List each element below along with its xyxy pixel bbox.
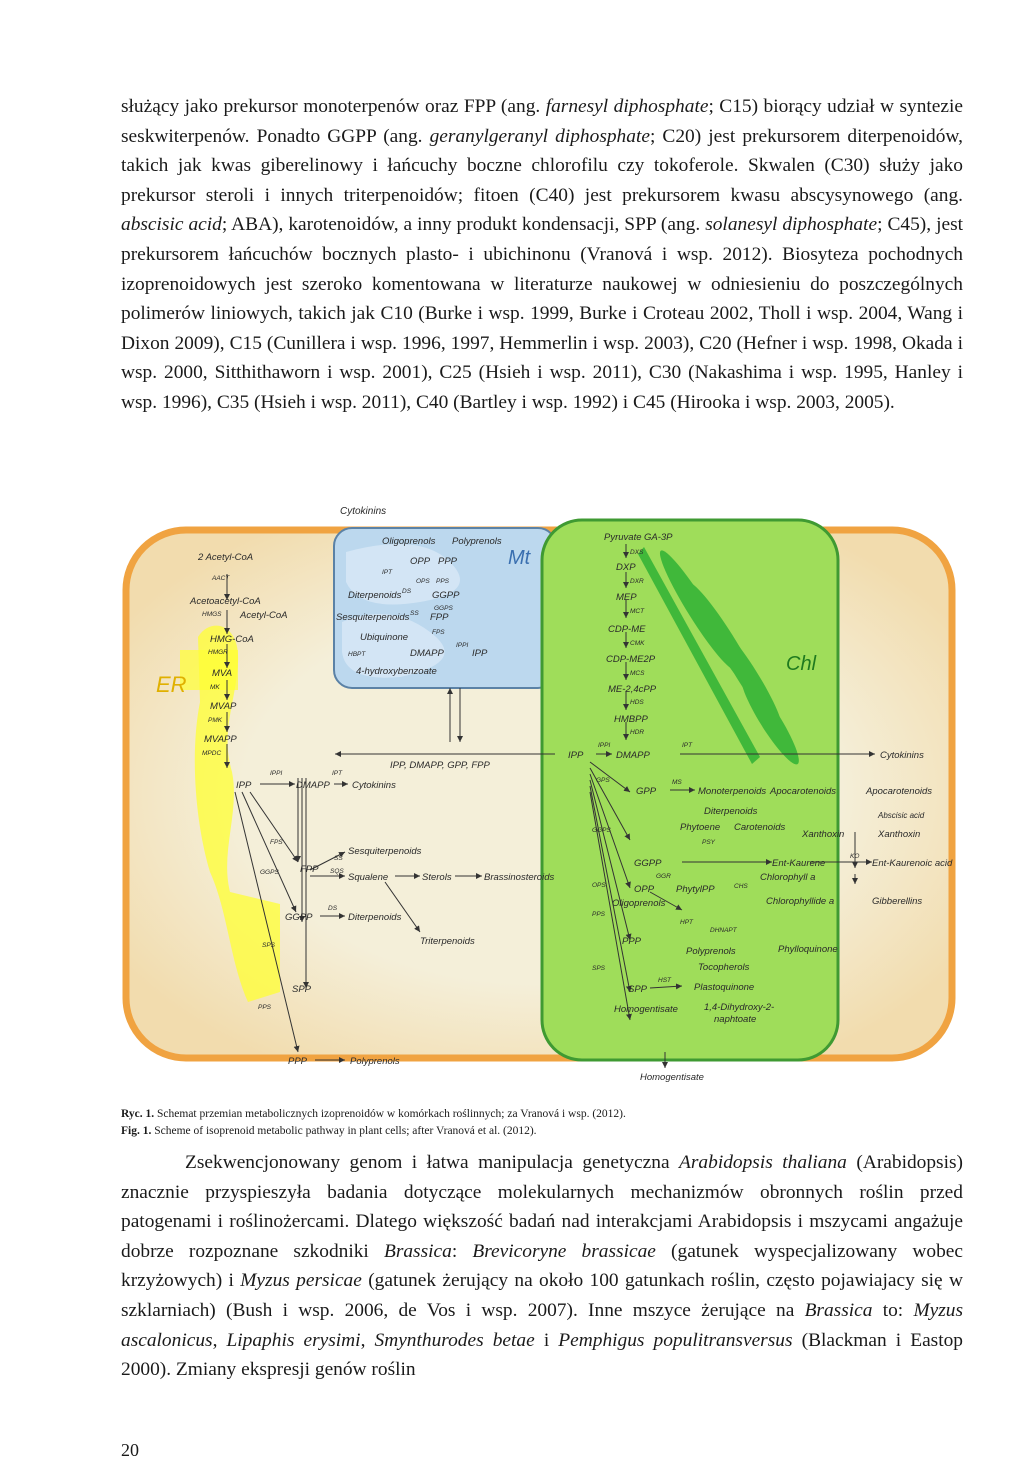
label-phytylpp: PhytylPP xyxy=(676,884,715,895)
label-ds-mt: DS xyxy=(402,588,412,595)
label-ppp-chl: PPP xyxy=(622,936,642,947)
label-aact: AACT xyxy=(212,575,230,582)
label-ggpp-mt: GGPP xyxy=(432,590,460,601)
label-tocopherols: Tocopherols xyxy=(698,962,750,973)
text-segment: to: xyxy=(872,1299,914,1321)
italic-term: geranylgeranyl diphosphate xyxy=(429,125,650,147)
label-cytokinins-chl: Cytokinins xyxy=(880,750,924,761)
label-ubiquinone: Ubiquinone xyxy=(360,632,409,643)
label-brassinosteroids: Brassinosteroids xyxy=(484,872,555,883)
label-mvap: MVAP xyxy=(210,701,237,712)
text-segment: służący jako prekursor monoterpenów oraz FPP (ang. xyxy=(121,96,546,117)
italic-term: Smynthurodes betae xyxy=(374,1329,535,1351)
label-diterpenoids-chl: Diterpenoids xyxy=(704,806,758,817)
label-hmgr: HMGR xyxy=(208,649,228,656)
label-diterpenoids-cytosol: Diterpenoids xyxy=(348,912,402,923)
italic-term: Brassica xyxy=(383,1240,452,1262)
label-pps-chl: PPS xyxy=(592,911,606,918)
label-pyruvate: Pyruvate xyxy=(604,532,642,543)
label-cmk: CMK xyxy=(630,640,645,647)
label-sqs: SQS xyxy=(330,868,344,875)
italic-term: Arabidopsis thaliana xyxy=(679,1152,847,1173)
label-dhnapt: DHNAPT xyxy=(710,927,737,934)
text-segment: Zsekwencjonowany genom i łatwa manipulacja genetyczna xyxy=(185,1152,680,1173)
label-chl: Chl xyxy=(786,653,817,675)
label-fps: FPS xyxy=(270,839,283,846)
label-sps-chl: SPS xyxy=(592,965,606,972)
text-segment: , xyxy=(212,1329,227,1351)
text-segment: i xyxy=(534,1329,559,1351)
label-naphtoate: naphtoate xyxy=(714,1014,757,1025)
label-ippi-mt: IPPI xyxy=(456,642,469,649)
label-cytokinins-top: Cytokinins xyxy=(340,506,387,517)
label-fpp-cytosol: FPP xyxy=(300,864,319,875)
label-dihydroxy: 1,4-Dihydroxy-2- xyxy=(704,1002,775,1013)
label-sterols: Sterols xyxy=(422,872,452,883)
isoprenoid-pathway-figure xyxy=(120,492,958,1092)
italic-term: farnesyl diphosphate xyxy=(545,96,709,117)
label-cdp-me2p: CDP-ME2P xyxy=(606,654,656,665)
label-ga3p: GA-3P xyxy=(644,532,673,543)
italic-term: abscisic acid xyxy=(121,214,222,236)
label-xanthoxin-out: Xanthoxin xyxy=(878,829,921,840)
label-mt: Mt xyxy=(508,547,531,569)
label-oligoprenols-chl: Oligoprenols xyxy=(612,898,666,909)
label-monoterpenoids: Monoterpenoids xyxy=(698,786,767,797)
label-dxs: DXS xyxy=(630,549,644,556)
label-4-hydroxybenzoate: 4-hydroxybenzoate xyxy=(356,666,437,677)
label-ops-mt: OPS xyxy=(416,578,430,585)
label-hpt: HPT xyxy=(680,919,693,926)
label-dmapp-cytosol: DMAPP xyxy=(296,780,330,791)
label-acetyl-coa: Acetyl-CoA xyxy=(240,610,288,621)
label-phytoene: Phytoene xyxy=(680,822,721,833)
label-dxr: DXR xyxy=(630,578,644,585)
label-er: ER xyxy=(156,672,187,697)
label-ms: MS xyxy=(672,779,682,786)
body-paragraph-2 xyxy=(121,1148,963,1385)
label-gibberellins: Gibberellins xyxy=(872,896,923,907)
label-ko: KO xyxy=(850,853,860,860)
label-mvapp: MVAPP xyxy=(204,734,237,745)
label-cdp-me: CDP-ME xyxy=(608,624,646,635)
label-gps: GPS xyxy=(596,777,610,784)
text-segment: (Blackman i Eastop 2000). Zmiany ekspresji genów roślin xyxy=(121,1329,964,1381)
label-sesquiterpenoids-cytosol: Sesquiterpenoids xyxy=(348,846,422,857)
label-ggr: GGR xyxy=(656,873,671,880)
label-mep: MEP xyxy=(616,592,637,603)
label-hmgs: HMGS xyxy=(202,611,222,618)
label-chlorophyllide-a: Chlorophyllide a xyxy=(766,896,835,907)
italic-term: Myzus ascalonicus xyxy=(121,1299,963,1351)
label-chs: CHS xyxy=(734,883,748,890)
label-apocarotenoids-out: Apocarotenoids xyxy=(866,786,933,797)
label-polyprenols-mt: Polyprenols xyxy=(452,536,502,547)
italic-term: Lipaphis erysimi xyxy=(226,1329,361,1351)
text-segment: ; C20) jest prekursorem diterpenoidów, takich jak kwas giberelinowy i łańcuchy boczne chlorofilu czy tokoferole. Skwalen (C30) służy jako prekursor steroli i innych triterpenoidów; fitoen (C40) jest prekursorem kwasu abscysynowego (ang. xyxy=(121,125,963,206)
text-segment: ; C45), jest prekursorem łańcuchów bocznych plasto- i ubichinonu (Vranová i wsp. 2012). Biosyteza pochodnych izoprenoidowych jest szeroko komentowana w literaturze naukowej w odniesieniu do poszczególnych polimerów liniowych, takich jak C10 (Burke i wsp. 1999, Burke i Croteau 2002, Tholl i wsp. 2004, Wang i Dixon 2009), C15 (Cunillera i wsp. 1996, 1997, Hemmerlin i wsp. 2003), C20 (Hefner i wsp. 1998, Okada i wsp. 2000, Sitthithaworn i wsp. 2001), C25 (Hsieh i wsp. 2011), C30 (Nakashima i wsp. 1995, Hanley i wsp. 1996), C35 (Hsieh i wsp. 2011), C40 (Bartley i wsp. 1992) i C45 (Hirooka i wsp. 2003, 2005). xyxy=(121,214,964,413)
label-triterpenoids: Triterpenoids xyxy=(420,936,475,947)
label-ipp-chl: IPP xyxy=(568,750,584,761)
label-apocarotenoids: Apocarotenoids xyxy=(770,786,837,797)
label-dmapp-chl: DMAPP xyxy=(616,750,650,761)
label-plastoquinone: Plastoquinone xyxy=(694,982,755,993)
label-ipp-mt: IPP xyxy=(472,648,488,659)
label-hbpt: HBPT xyxy=(348,651,366,658)
text-segment: ; C15) biorący udział w syntezie seskwiterpenów. Ponadto GGPP (ang. xyxy=(121,96,963,147)
text-segment: (gatunek żerujący na około 100 gatunkach roślin, często pojawiajacy się w szklarniach) (Bush i wsp. 2006, de Vos i wsp. 2007). Inne mszyce żerujące na xyxy=(121,1270,963,1321)
label-spp-chl: SPP xyxy=(628,984,648,995)
text-segment: : xyxy=(451,1240,473,1262)
pathway-diagram xyxy=(120,492,958,1092)
text-segment: (gatunek wyspecjalizowany wobec krzyżowych) i xyxy=(121,1240,963,1292)
label-hmbpp: HMBPP xyxy=(614,714,648,725)
label-hds: HDS xyxy=(630,699,644,706)
label-sps-cytosol: SPS xyxy=(262,942,276,949)
label-ss-mt: SS xyxy=(410,610,419,617)
label-ggps-chl: GGPS xyxy=(592,827,611,834)
label-homogentisate-bottom: Homogentisate xyxy=(640,1072,704,1083)
label-ggps-mt: GGPS xyxy=(434,605,453,612)
label-mk: MK xyxy=(210,684,220,691)
label-ipp-cytosol: IPP xyxy=(236,780,252,791)
label-hdr: HDR xyxy=(630,729,645,736)
figure-caption xyxy=(121,1106,626,1140)
page-number: 20 xyxy=(121,1440,139,1460)
label-ppp-mt: PPP xyxy=(438,556,458,567)
caption-en: Fig. 1. Scheme of isoprenoid metabolic pathway in plant cells; after Vranová et al. (2012). xyxy=(121,1125,537,1137)
label-gpp-chl: GPP xyxy=(636,786,657,797)
label-phylloquinone: Phylloquinone xyxy=(778,944,838,955)
label-opp-chl: OPP xyxy=(634,884,655,895)
label-pps-cytosol: PPS xyxy=(258,1004,272,1011)
label-ent-kaurene: Ent-Kaurene xyxy=(772,858,826,869)
label-opp-mt: OPP xyxy=(410,556,431,567)
label-polyprenols-cytosol: Polyprenols xyxy=(350,1056,400,1067)
label-homogentisate: Homogentisate xyxy=(614,1004,678,1015)
label-me-2-4cpp: ME-2,4cPP xyxy=(608,684,657,695)
label-acetyl-coa-2: 2 Acetyl-CoA xyxy=(198,552,254,563)
label-ops-chl: OPS xyxy=(592,882,606,889)
label-ent-kaurenoic-acid: Ent-Kaurenoic acid xyxy=(872,858,953,869)
label-ippi-chl: IPPI xyxy=(598,742,611,749)
text-segment: ; ABA), karotenoidów, a inny produkt kondensacji, SPP (ang. xyxy=(221,214,706,236)
label-sesquiterpenoids-mt: Sesquiterpenoids xyxy=(336,612,410,623)
label-diterpenoids-mt: Diterpenoids xyxy=(348,590,402,601)
label-transport: IPP, DMAPP, GPP, FPP xyxy=(390,760,490,771)
label-dmapp-mt: DMAPP xyxy=(410,648,444,659)
label-xanthoxin: Xanthoxin xyxy=(802,829,845,840)
label-cytokinins-cytosol: Cytokinins xyxy=(352,780,396,791)
italic-term: solanesyl diphosphate xyxy=(705,214,878,236)
label-psy: PSY xyxy=(702,839,716,846)
label-ss: SS xyxy=(334,855,343,862)
label-oligoprenols-mt: Oligoprenols xyxy=(382,536,436,547)
label-ggpp-chl: GGPP xyxy=(634,858,662,869)
label-dxp: DXP xyxy=(616,562,636,573)
label-pps-mt: PPS xyxy=(436,578,450,585)
label-fps-mt: FPS xyxy=(432,629,445,636)
label-ipt-mt: IPT xyxy=(382,569,393,576)
label-hst: HST xyxy=(658,977,671,984)
label-ippi-cytosol: IPPI xyxy=(270,770,283,777)
label-spp-cytosol: SPP xyxy=(292,984,312,995)
text-segment: (Arabidopsis) znacznie przyspieszyła badania dotyczące molekularnych mechanizmów obronnych roślin przed patogenami i roślinożercami. Dlatego większość badań nad interakcjami Arabidopsis i mszycami angażuje dobrze rozpoznane szkodniki xyxy=(121,1152,963,1262)
label-carotenoids: Carotenoids xyxy=(734,822,786,833)
italic-term: Brevicoryne brassicae xyxy=(472,1240,656,1262)
label-mva: MVA xyxy=(212,668,233,679)
text-segment: , xyxy=(360,1329,375,1351)
caption-pl: Ryc. 1. Schemat przemian metabolicznych izoprenoidów w komórkach roślinnych; za Vranová i wsp. (2012). xyxy=(121,1108,626,1120)
label-acetoacetyl-coa: Acetoacetyl-CoA xyxy=(190,596,261,607)
label-ggps-cytosol: GGPS xyxy=(260,869,279,876)
label-hmg-coa: HMG-CoA xyxy=(210,634,254,645)
label-pmk: PMK xyxy=(208,717,223,724)
label-mpdc: MPDC xyxy=(202,750,222,757)
italic-term: Myzus persicae xyxy=(240,1270,362,1292)
label-abscisic-acid: Abscisic acid xyxy=(878,811,925,820)
label-mcs: MCS xyxy=(630,670,645,677)
italic-term: Brassica xyxy=(804,1299,873,1321)
label-chlorophyll-a: Chlorophyll a xyxy=(760,872,816,883)
label-squalene: Squalene xyxy=(348,872,389,883)
label-ipt-chl: IPT xyxy=(682,742,693,749)
label-ppp-cytosol: PPP xyxy=(288,1056,308,1067)
label-ds-cytosol: DS xyxy=(328,905,338,912)
label-ipt-cytosol: IPT xyxy=(332,770,343,777)
label-mct: MCT xyxy=(630,608,645,615)
body-paragraph-1 xyxy=(121,92,963,418)
label-ggpp-cytosol: GGPP xyxy=(285,912,313,923)
label-polyprenols-chl: Polyprenols xyxy=(686,946,736,957)
label-fpp-mt: FPP xyxy=(430,612,449,623)
italic-term: Pemphigus populitransversus xyxy=(558,1329,793,1351)
